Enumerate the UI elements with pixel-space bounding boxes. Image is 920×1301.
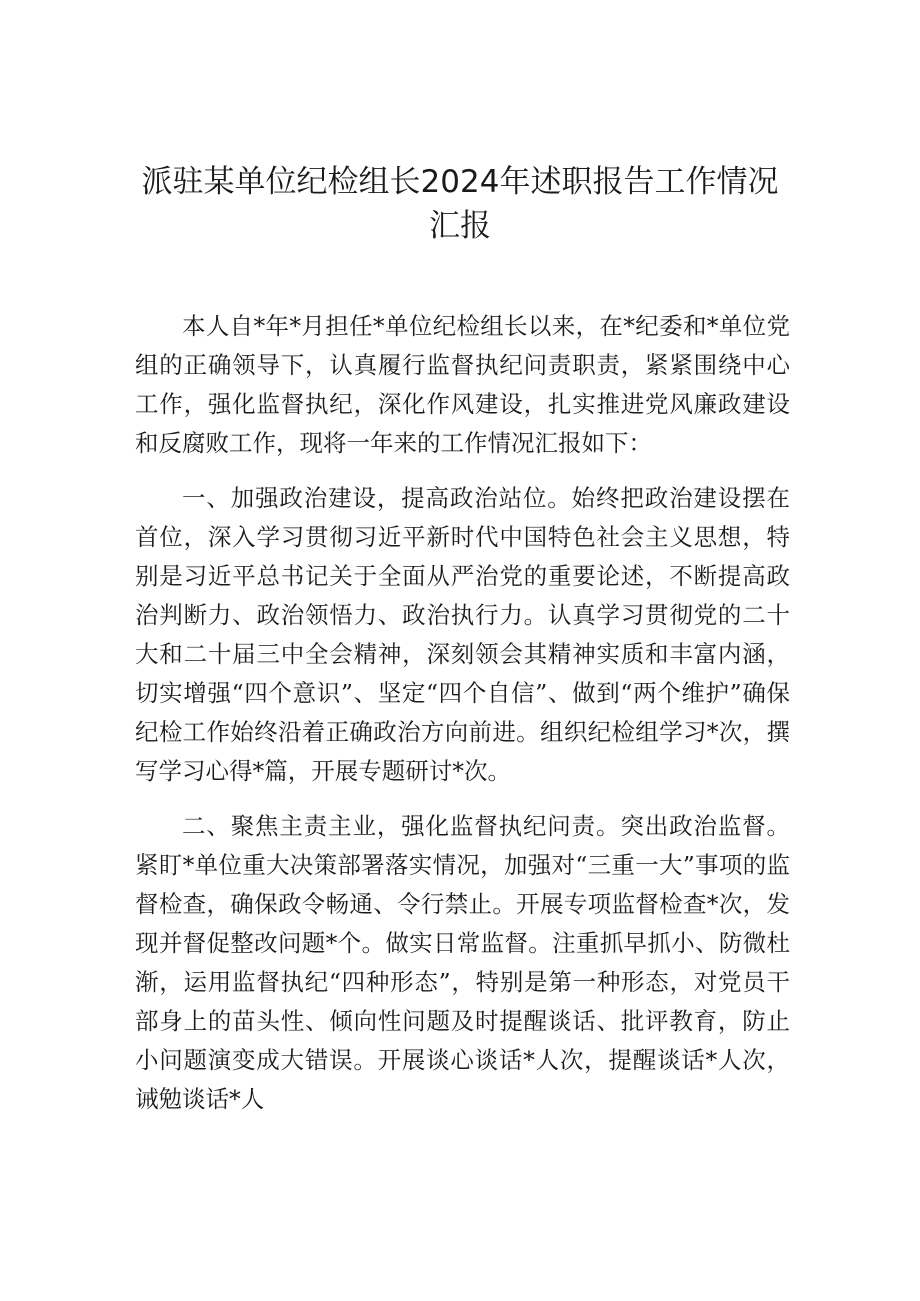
paragraph-intro: 本人自*年*月担任*单位纪检组长以来，在*纪委和*单位党组的正确领导下，认真履行监督执纪问责职责，紧紧围绕中心工作，强化监督执纪，深化作风建设，扎实推进党风廉政建设和反腐败工作，现将一年来的工作情况汇报如下： [135, 312, 790, 457]
document-title: 派驻某单位纪检组长2024年述职报告工作情况汇报 [141, 164, 779, 244]
document-body [135, 307, 790, 1135]
paragraph-political-building: 一、加强政治建设，提高政治站位。始终把政治建设摆在首位，深入学习贯彻习近平新时代中国特色社会主义思想，特别是习近平总书记关于全面从严治党的重要论述，不断提高政治判断力、政治领悟力、政治执行力。认真学习贯彻党的二十大和二十届三中全会精神，深刻领会其精神实质和丰富内涵，切实增强“四个意识”、坚定“四个自信”、做到“两个维护”确保纪检工作始终沿着正确政治方向前进。组织纪检组学习*次，撰写学习心得*篇，开展专题研讨*次。 [135, 484, 790, 785]
paragraph-supervision: 二、聚焦主责主业，强化监督执纪问责。突出政治监督。紧盯*单位重大决策部署落实情况，加强对“三重一大”事项的监督检查，确保政令畅通、令行禁止。开展专项监督检查*次，发现并督促整改问题*个。做实日常监督。注重抓早抓小、防微杜渐，运用监督执纪“四种形态”，特别是第一种形态，对党员干部身上的苗头性、倾向性问题及时提醒谈话、批评教育，防止小问题演变成大错误。开展谈心谈话*人次，提醒谈话*人次，诫勉谈话*人 [135, 812, 790, 1113]
